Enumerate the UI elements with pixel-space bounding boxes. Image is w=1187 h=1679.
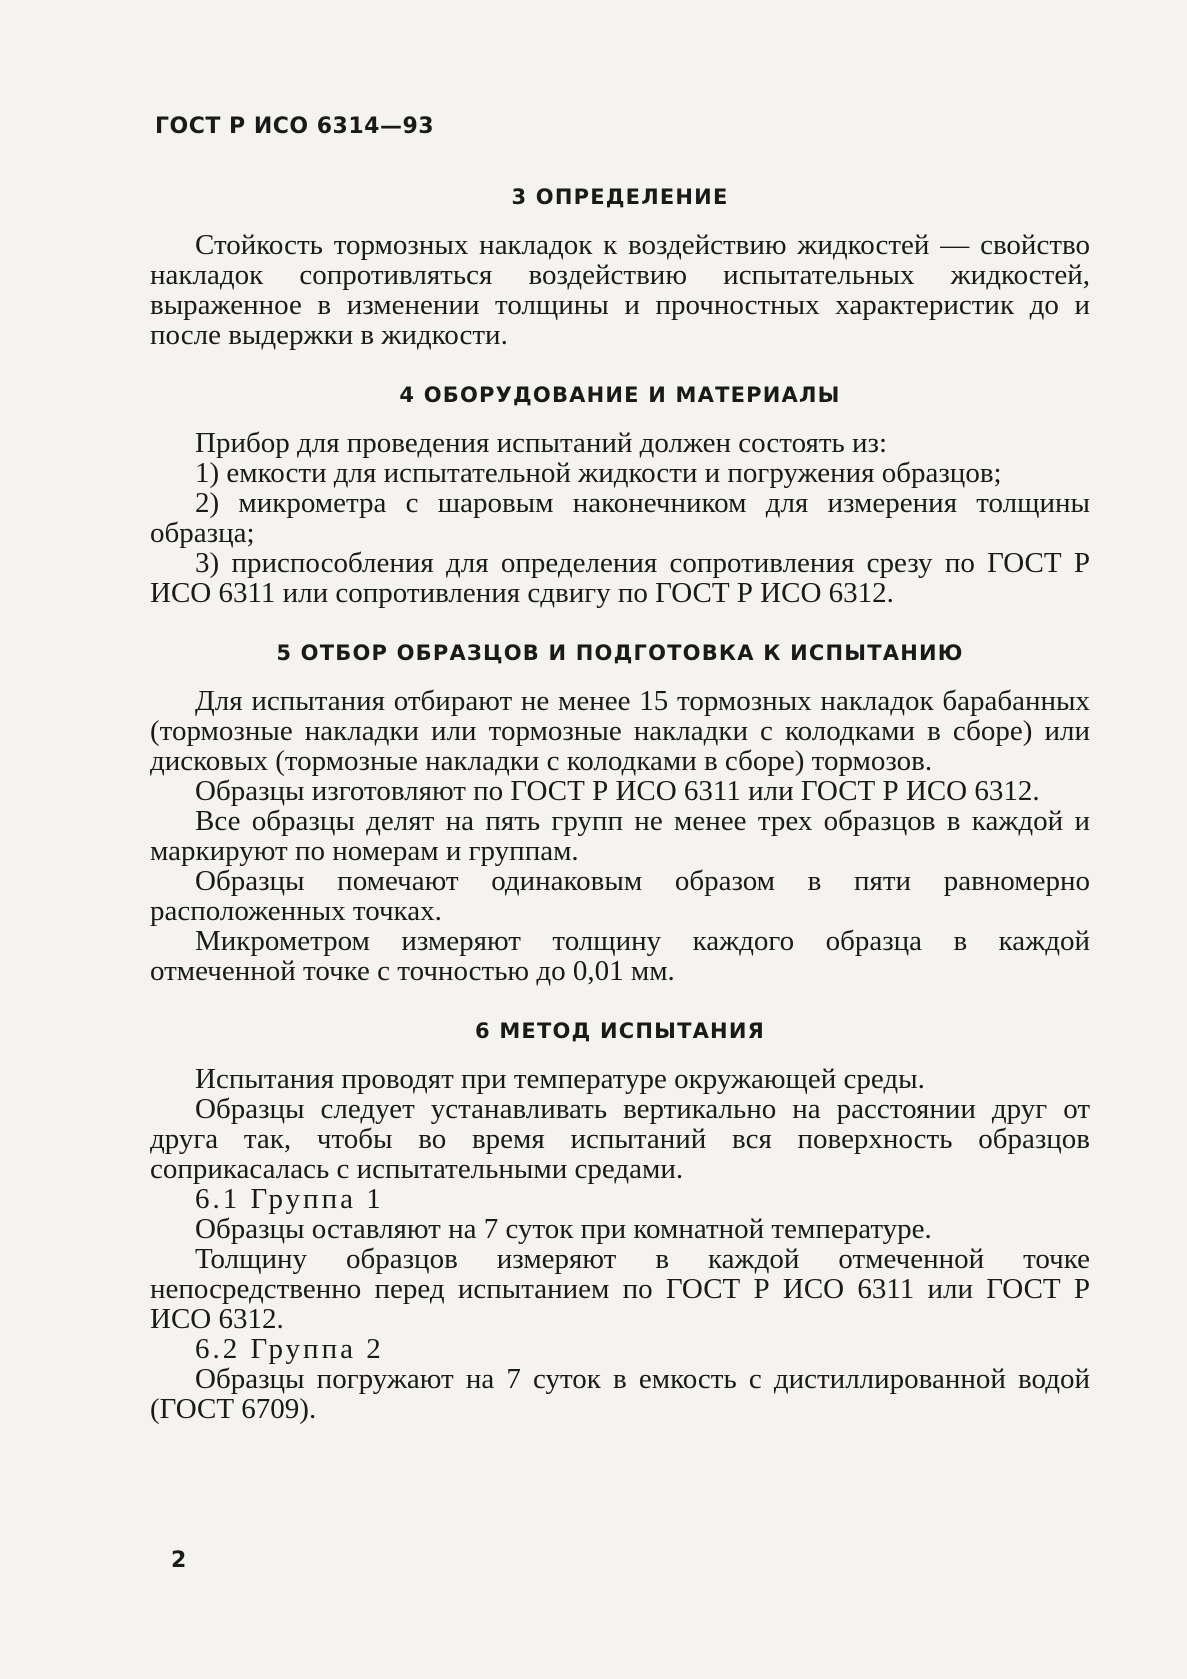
list-item: 1) емкости для испытательной жидкости и погружения образцов;	[195, 457, 1002, 489]
paragraph: Все образцы делят на пять групп не менее трех образцов в каждой и маркируют по номерам и группам.	[150, 805, 1090, 867]
list-item: 3) приспособления для определения сопротивления срезу по ГОСТ Р ИСО 6311 или сопротивления сдвигу по ГОСТ Р ИСО 6312.	[150, 547, 1090, 609]
paragraph: Образцы оставляют на 7 суток при комнатной температуре.	[195, 1213, 932, 1245]
document-header: ГОСТ Р ИСО 6314—93	[155, 114, 435, 139]
paragraph: Для испытания отбирают не менее 15 тормозных накладок барабанных (тормозные накладки или тормозные накладки с колодками в сборе) или дисковых (тормозные накладки с колодками в сборе) тормозов.	[150, 685, 1090, 777]
paragraph: Микрометром измеряют толщину каждого образца в каждой отмеченной точке с точностью до 0,01 мм.	[150, 925, 1090, 987]
section-title: 6 МЕТОД ИСПЫТАНИЯ	[475, 1019, 765, 1043]
paragraph: Образцы помечают одинаковым образом в пяти равномерно расположенных точках.	[150, 865, 1090, 927]
paragraph: Образцы погружают на 7 суток в емкость с дистиллированной водой (ГОСТ 6709).	[150, 1363, 1090, 1425]
paragraph: Стойкость тормозных накладок к воздействию жидкостей — свойство накладок сопротивляться воздействию испытательных жидкостей, выраженное в изменении толщины и прочностных характеристик до и после выдержки в жидкости.	[150, 229, 1090, 351]
section-5-sampling	[150, 638, 1090, 986]
subsection-heading: 6.1 Группа 1	[195, 1183, 384, 1215]
paragraph: Прибор для проведения испытаний должен состоять из:	[195, 427, 888, 459]
list-item: 2) микрометра с шаровым наконечником для измерения толщины образца;	[150, 487, 1090, 549]
section-title: 5 ОТБОР ОБРАЗЦОВ И ПОДГОТОВКА К ИСПЫТАНИЮ	[276, 641, 964, 665]
paragraph: Испытания проводят при температуре окружающей среды.	[195, 1063, 925, 1095]
subsection-heading: 6.2 Группа 2	[195, 1333, 384, 1365]
paragraph: Образцы изготовляют по ГОСТ Р ИСО 6311 или ГОСТ Р ИСО 6312.	[195, 775, 1040, 807]
section-title: 4 ОБОРУДОВАНИЕ И МАТЕРИАЛЫ	[399, 383, 841, 407]
section-6-test-method	[150, 1016, 1090, 1424]
paragraph: Образцы следует устанавливать вертикально на расстоянии друг от друга так, чтобы во время испытаний вся поверхность образцов соприкасалась с испытательными средами.	[150, 1093, 1090, 1185]
section-4-equipment	[150, 380, 1090, 608]
page-number: 2	[171, 1548, 187, 1573]
section-3-definition	[150, 182, 1090, 350]
document-page	[150, 112, 1090, 1454]
paragraph: Толщину образцов измеряют в каждой отмеченной точке непосредственно перед испытанием по ГОСТ Р ИСО 6311 или ГОСТ Р ИСО 6312.	[150, 1243, 1090, 1335]
section-title: 3 ОПРЕДЕЛЕНИЕ	[511, 185, 729, 209]
